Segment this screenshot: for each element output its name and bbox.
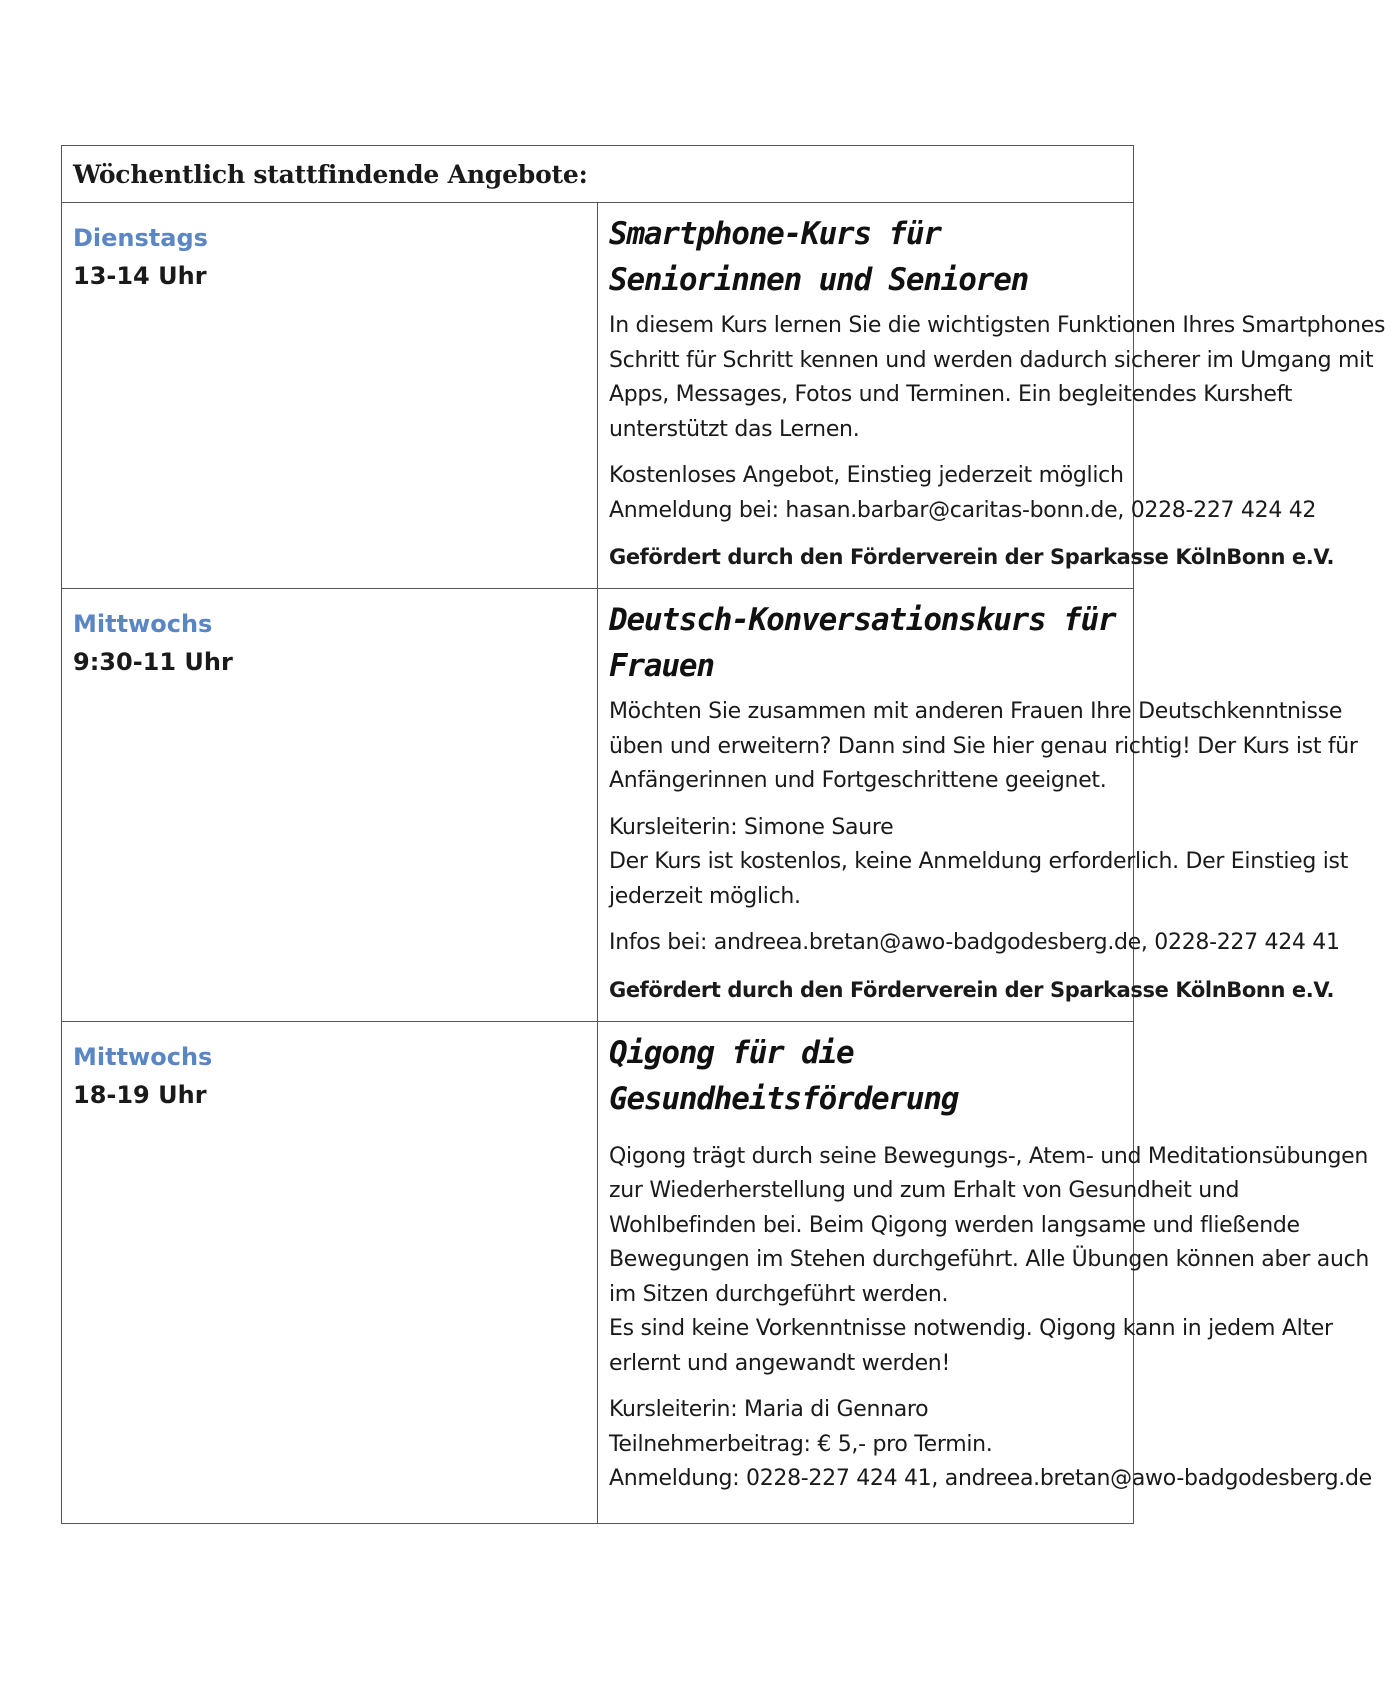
offer-time: 9:30-11 Uhr <box>73 648 233 676</box>
description-line: unterstützt das Lernen. <box>609 416 860 442</box>
offer-day: Mittwochs <box>73 1042 213 1071</box>
schedule-cell <box>62 203 598 589</box>
sponsor-note: Gefördert durch den Förderverein der Sparkasse KölnBonn e.V. <box>609 545 1335 569</box>
description-line: Schritt für Schritt kennen und werden dadurch sicherer im Umgang mit <box>609 347 1374 373</box>
description-line: Es sind keine Vorkenntnisse notwendig. Qigong kann in jedem Alter <box>609 1316 1333 1341</box>
description-line: zur Wiederherstellung und zum Erhalt von Gesundheit und <box>609 1178 1240 1203</box>
course-description <box>609 309 1385 447</box>
course-description <box>609 1140 1370 1382</box>
table-header-row <box>62 146 1134 203</box>
course-title: Smartphone-Kurs für Seniorinnen und Senioren <box>609 216 1029 298</box>
offer-details-cell <box>598 1021 1372 1523</box>
offer-day: Dienstags <box>73 224 208 252</box>
description-line: im Sitzen durchgeführt werden. <box>609 1281 949 1307</box>
schedule-cell <box>62 589 598 1022</box>
course-info <box>609 1393 1372 1497</box>
description-line: erlernt und angewandt werden! <box>609 1350 950 1376</box>
fee-line: Teilnehmerbeitrag: € 5,- pro Termin. <box>609 1431 993 1457</box>
offer-time: 13-14 Uhr <box>73 262 207 290</box>
schedule-cell <box>62 1021 598 1523</box>
info-line: Der Kurs ist kostenlos, keine Anmeldung erforderlich. Der Einstieg ist <box>609 849 1349 874</box>
instructor-line: Kursleiterin: Maria di Gennaro <box>609 1397 929 1422</box>
course-title: Qigong für die Gesundheitsförderung <box>609 1034 959 1117</box>
description-line: Bewegungen im Stehen durchgeführt. Alle Übungen können aber auch <box>609 1247 1370 1272</box>
contact-line: Anmeldung: 0228-227 424 41, andreea.bretan@awo-badgodesberg.de <box>609 1466 1372 1491</box>
course-title: Deutsch-Konversationskurs für Frauen <box>609 602 1116 684</box>
instructor-line: Kursleiterin: Simone Saure <box>609 814 894 840</box>
description-line: Qigong trägt durch seine Bewegungs-, Atem- und Meditationsübungen <box>609 1143 1369 1169</box>
offer-details-cell <box>598 589 1358 1022</box>
description-line: üben und erweitern? Dann sind Sie hier genau richtig! Der Kurs ist für <box>609 733 1358 759</box>
course-info <box>609 459 1317 528</box>
offer-row <box>62 203 1134 589</box>
description-line: Wohlbefinden bei. Beim Qigong werden langsame und fließende <box>609 1212 1300 1238</box>
course-contact <box>609 926 1340 961</box>
contact-line: Anmeldung bei: hasan.barbar@caritas-bonn.de, 0228-227 424 42 <box>609 497 1317 523</box>
description-line: Möchten Sie zusammen mit anderen Frauen Ihre Deutschkenntnisse <box>609 699 1343 724</box>
offer-details-cell <box>598 203 1385 589</box>
description-line: Anfängerinnen und Fortgeschrittene geeignet. <box>609 768 1107 793</box>
description-line: In diesem Kurs lernen Sie die wichtigsten Funktionen Ihres Smartphones <box>609 313 1385 338</box>
course-info <box>609 811 1349 915</box>
offer-time: 18-19 Uhr <box>73 1080 207 1109</box>
description-line: Apps, Messages, Fotos und Terminen. Ein begleitendes Kursheft <box>609 382 1293 407</box>
info-line: jederzeit möglich. <box>609 883 801 909</box>
offer-row <box>62 589 1134 1022</box>
course-description <box>609 695 1358 799</box>
weekly-offers-table <box>61 145 1385 1524</box>
offer-day: Mittwochs <box>73 610 213 638</box>
contact-line: Infos bei: andreea.bretan@awo-badgodesberg.de, 0228-227 424 41 <box>609 930 1340 955</box>
table-header-cell <box>62 146 1134 203</box>
offer-row <box>62 1021 1134 1523</box>
sponsor-note: Gefördert durch den Förderverein der Sparkasse KölnBonn e.V. <box>609 977 1335 1002</box>
page-title: Wöchentlich stattfindende Angebote: <box>73 159 588 189</box>
info-line: Kostenloses Angebot, Einstieg jederzeit möglich <box>609 463 1124 488</box>
